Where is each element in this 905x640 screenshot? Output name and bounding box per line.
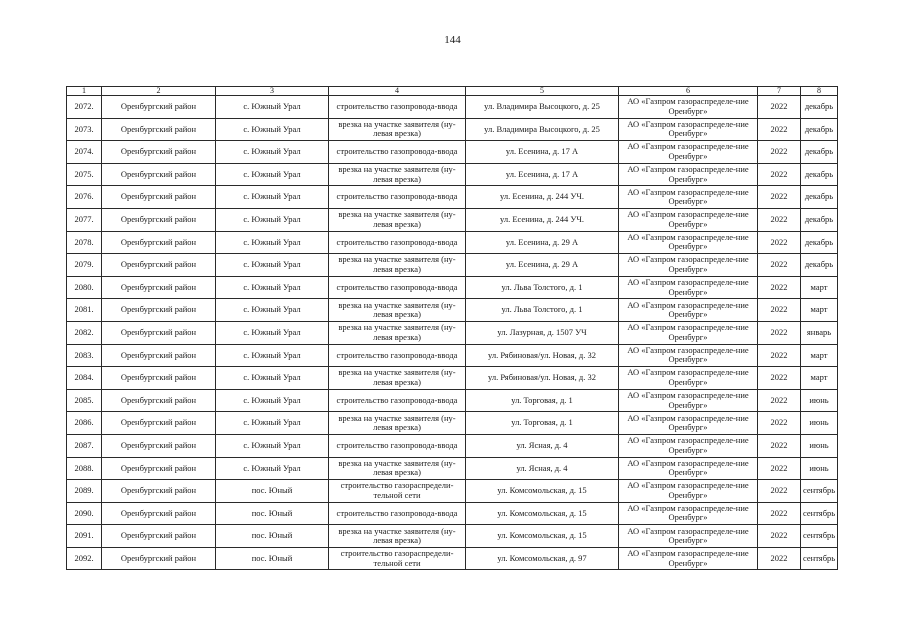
row-number: 2091. bbox=[67, 525, 102, 548]
year-cell: 2022 bbox=[758, 367, 801, 390]
address-cell: ул. Есенина, д. 244 УЧ. bbox=[466, 208, 619, 231]
row-number: 2085. bbox=[67, 389, 102, 412]
settlement-cell: с. Южный Урал bbox=[216, 254, 329, 277]
table-row bbox=[67, 502, 838, 525]
settlement-cell: с. Южный Урал bbox=[216, 163, 329, 186]
month-cell: сентябрь bbox=[801, 525, 838, 548]
address-cell: ул. Есенина, д. 17 А bbox=[466, 141, 619, 164]
work-type-cell: строительство газопровода-ввода bbox=[329, 276, 466, 299]
year-cell: 2022 bbox=[758, 208, 801, 231]
work-type-cell: врезка на участке заявителя (ну-левая врезка) bbox=[329, 118, 466, 141]
year-cell: 2022 bbox=[758, 480, 801, 503]
month-cell: декабрь bbox=[801, 254, 838, 277]
district-cell: Оренбургский район bbox=[102, 344, 216, 367]
district-cell: Оренбургский район bbox=[102, 254, 216, 277]
year-cell: 2022 bbox=[758, 254, 801, 277]
year-cell: 2022 bbox=[758, 525, 801, 548]
year-cell: 2022 bbox=[758, 434, 801, 457]
row-number: 2074. bbox=[67, 141, 102, 164]
row-number: 2081. bbox=[67, 299, 102, 322]
row-number: 2082. bbox=[67, 321, 102, 344]
month-cell: март bbox=[801, 367, 838, 390]
month-cell: сентябрь bbox=[801, 480, 838, 503]
table-row bbox=[67, 186, 838, 209]
organization-cell: АО «Газпром газораспределе-ние Оренбург» bbox=[619, 389, 758, 412]
column-header: 1 bbox=[67, 87, 102, 96]
district-cell: Оренбургский район bbox=[102, 525, 216, 548]
district-cell: Оренбургский район bbox=[102, 434, 216, 457]
work-type-cell: строительство газопровода-ввода bbox=[329, 186, 466, 209]
table-row bbox=[67, 163, 838, 186]
year-cell: 2022 bbox=[758, 547, 801, 570]
work-type-cell: строительство газопровода-ввода bbox=[329, 231, 466, 254]
address-cell: ул. Льва Толстого, д. 1 bbox=[466, 276, 619, 299]
organization-cell: АО «Газпром газораспределе-ние Оренбург» bbox=[619, 457, 758, 480]
district-cell: Оренбургский район bbox=[102, 276, 216, 299]
district-cell: Оренбургский район bbox=[102, 96, 216, 119]
organization-cell: АО «Газпром газораспределе-ние Оренбург» bbox=[619, 254, 758, 277]
table-row bbox=[67, 412, 838, 435]
settlement-cell: пос. Юный bbox=[216, 502, 329, 525]
settlement-cell: с. Южный Урал bbox=[216, 344, 329, 367]
table-row bbox=[67, 434, 838, 457]
column-header: 3 bbox=[216, 87, 329, 96]
settlement-cell: с. Южный Урал bbox=[216, 299, 329, 322]
organization-cell: АО «Газпром газораспределе-ние Оренбург» bbox=[619, 118, 758, 141]
district-cell: Оренбургский район bbox=[102, 118, 216, 141]
year-cell: 2022 bbox=[758, 141, 801, 164]
month-cell: сентябрь bbox=[801, 502, 838, 525]
address-cell: ул. Рябиновая/ул. Новая, д. 32 bbox=[466, 344, 619, 367]
work-type-cell: строительство газопровода-ввода bbox=[329, 389, 466, 412]
address-cell: ул. Есенина, д. 29 А bbox=[466, 231, 619, 254]
settlement-cell: с. Южный Урал bbox=[216, 412, 329, 435]
row-number: 2076. bbox=[67, 186, 102, 209]
table-row bbox=[67, 231, 838, 254]
district-cell: Оренбургский район bbox=[102, 141, 216, 164]
row-number: 2077. bbox=[67, 208, 102, 231]
district-cell: Оренбургский район bbox=[102, 389, 216, 412]
table-body bbox=[67, 87, 838, 570]
table-row bbox=[67, 480, 838, 503]
month-cell: сентябрь bbox=[801, 547, 838, 570]
month-cell: декабрь bbox=[801, 231, 838, 254]
year-cell: 2022 bbox=[758, 412, 801, 435]
district-cell: Оренбургский район bbox=[102, 186, 216, 209]
organization-cell: АО «Газпром газораспределе-ние Оренбург» bbox=[619, 299, 758, 322]
organization-cell: АО «Газпром газораспределе-ние Оренбург» bbox=[619, 434, 758, 457]
organization-cell: АО «Газпром газораспределе-ние Оренбург» bbox=[619, 208, 758, 231]
district-cell: Оренбургский район bbox=[102, 208, 216, 231]
month-cell: декабрь bbox=[801, 141, 838, 164]
organization-cell: АО «Газпром газораспределе-ние Оренбург» bbox=[619, 321, 758, 344]
row-number: 2092. bbox=[67, 547, 102, 570]
row-number: 2083. bbox=[67, 344, 102, 367]
district-cell: Оренбургский район bbox=[102, 502, 216, 525]
work-type-cell: врезка на участке заявителя (ну-левая врезка) bbox=[329, 457, 466, 480]
column-header: 2 bbox=[102, 87, 216, 96]
row-number: 2088. bbox=[67, 457, 102, 480]
organization-cell: АО «Газпром газораспределе-ние Оренбург» bbox=[619, 412, 758, 435]
work-type-cell: строительство газопровода-ввода bbox=[329, 344, 466, 367]
month-cell: июнь bbox=[801, 457, 838, 480]
organization-cell: АО «Газпром газораспределе-ние Оренбург» bbox=[619, 96, 758, 119]
organization-cell: АО «Газпром газораспределе-ние Оренбург» bbox=[619, 547, 758, 570]
address-cell: ул. Комсомольская, д. 15 bbox=[466, 502, 619, 525]
organization-cell: АО «Газпром газораспределе-ние Оренбург» bbox=[619, 276, 758, 299]
settlement-cell: пос. Юный bbox=[216, 480, 329, 503]
year-cell: 2022 bbox=[758, 457, 801, 480]
row-number: 2084. bbox=[67, 367, 102, 390]
row-number: 2079. bbox=[67, 254, 102, 277]
settlement-cell: пос. Юный bbox=[216, 525, 329, 548]
settlement-cell: пос. Юный bbox=[216, 547, 329, 570]
table-row bbox=[67, 254, 838, 277]
settlement-cell: с. Южный Урал bbox=[216, 367, 329, 390]
month-cell: декабрь bbox=[801, 96, 838, 119]
address-cell: ул. Лазурная, д. 1507 УЧ bbox=[466, 321, 619, 344]
row-number: 2086. bbox=[67, 412, 102, 435]
month-cell: январь bbox=[801, 321, 838, 344]
organization-cell: АО «Газпром газораспределе-ние Оренбург» bbox=[619, 480, 758, 503]
district-cell: Оренбургский район bbox=[102, 299, 216, 322]
table-row bbox=[67, 344, 838, 367]
district-cell: Оренбургский район bbox=[102, 367, 216, 390]
organization-cell: АО «Газпром газораспределе-ние Оренбург» bbox=[619, 141, 758, 164]
settlement-cell: с. Южный Урал bbox=[216, 389, 329, 412]
gas-works-table bbox=[66, 86, 838, 570]
address-cell: ул. Владимира Высоцкого, д. 25 bbox=[466, 118, 619, 141]
year-cell: 2022 bbox=[758, 163, 801, 186]
row-number: 2073. bbox=[67, 118, 102, 141]
work-type-cell: врезка на участке заявителя (ну-левая врезка) bbox=[329, 321, 466, 344]
settlement-cell: с. Южный Урал bbox=[216, 186, 329, 209]
work-type-cell: строительство газопровода-ввода bbox=[329, 502, 466, 525]
organization-cell: АО «Газпром газораспределе-ние Оренбург» bbox=[619, 367, 758, 390]
settlement-cell: с. Южный Урал bbox=[216, 141, 329, 164]
organization-cell: АО «Газпром газораспределе-ние Оренбург» bbox=[619, 525, 758, 548]
year-cell: 2022 bbox=[758, 299, 801, 322]
address-cell: ул. Есенина, д. 29 А bbox=[466, 254, 619, 277]
row-number: 2090. bbox=[67, 502, 102, 525]
month-cell: декабрь bbox=[801, 118, 838, 141]
year-cell: 2022 bbox=[758, 276, 801, 299]
work-type-cell: врезка на участке заявителя (ну-левая врезка) bbox=[329, 208, 466, 231]
address-cell: ул. Комсомольская, д. 15 bbox=[466, 525, 619, 548]
address-cell: ул. Рябиновая/ул. Новая, д. 32 bbox=[466, 367, 619, 390]
year-cell: 2022 bbox=[758, 502, 801, 525]
year-cell: 2022 bbox=[758, 344, 801, 367]
district-cell: Оренбургский район bbox=[102, 163, 216, 186]
column-number-row bbox=[67, 87, 838, 96]
row-number: 2087. bbox=[67, 434, 102, 457]
address-cell: ул. Льва Толстого, д. 1 bbox=[466, 299, 619, 322]
district-cell: Оренбургский район bbox=[102, 412, 216, 435]
column-header: 8 bbox=[801, 87, 838, 96]
work-type-cell: врезка на участке заявителя (ну-левая врезка) bbox=[329, 299, 466, 322]
table-row bbox=[67, 321, 838, 344]
work-type-cell: строительство газораспредели-тельной сети bbox=[329, 480, 466, 503]
row-number: 2075. bbox=[67, 163, 102, 186]
column-header: 5 bbox=[466, 87, 619, 96]
row-number: 2089. bbox=[67, 480, 102, 503]
district-cell: Оренбургский район bbox=[102, 321, 216, 344]
row-number: 2078. bbox=[67, 231, 102, 254]
table-row bbox=[67, 96, 838, 119]
table-row bbox=[67, 141, 838, 164]
organization-cell: АО «Газпром газораспределе-ние Оренбург» bbox=[619, 163, 758, 186]
address-cell: ул. Комсомольская, д. 97 bbox=[466, 547, 619, 570]
column-header: 6 bbox=[619, 87, 758, 96]
table-row bbox=[67, 299, 838, 322]
address-cell: ул. Ясная, д. 4 bbox=[466, 434, 619, 457]
work-type-cell: врезка на участке заявителя (ну-левая врезка) bbox=[329, 412, 466, 435]
work-type-cell: строительство газопровода-ввода bbox=[329, 434, 466, 457]
column-header: 7 bbox=[758, 87, 801, 96]
column-header: 4 bbox=[329, 87, 466, 96]
settlement-cell: с. Южный Урал bbox=[216, 96, 329, 119]
settlement-cell: с. Южный Урал bbox=[216, 457, 329, 480]
table-row bbox=[67, 389, 838, 412]
work-type-cell: строительство газораспредели-тельной сети bbox=[329, 547, 466, 570]
year-cell: 2022 bbox=[758, 389, 801, 412]
table-row bbox=[67, 547, 838, 570]
month-cell: декабрь bbox=[801, 208, 838, 231]
settlement-cell: с. Южный Урал bbox=[216, 208, 329, 231]
organization-cell: АО «Газпром газораспределе-ние Оренбург» bbox=[619, 231, 758, 254]
month-cell: март bbox=[801, 299, 838, 322]
month-cell: март bbox=[801, 276, 838, 299]
address-cell: ул. Владимира Высоцкого, д. 25 bbox=[466, 96, 619, 119]
work-type-cell: строительство газопровода-ввода bbox=[329, 96, 466, 119]
organization-cell: АО «Газпром газораспределе-ние Оренбург» bbox=[619, 344, 758, 367]
month-cell: декабрь bbox=[801, 186, 838, 209]
table-row bbox=[67, 208, 838, 231]
settlement-cell: с. Южный Урал bbox=[216, 231, 329, 254]
table-row bbox=[67, 367, 838, 390]
month-cell: июнь bbox=[801, 412, 838, 435]
settlement-cell: с. Южный Урал bbox=[216, 118, 329, 141]
address-cell: ул. Торговая, д. 1 bbox=[466, 412, 619, 435]
address-cell: ул. Есенина, д. 244 УЧ. bbox=[466, 186, 619, 209]
table-row bbox=[67, 457, 838, 480]
settlement-cell: с. Южный Урал bbox=[216, 434, 329, 457]
address-cell: ул. Ясная, д. 4 bbox=[466, 457, 619, 480]
settlement-cell: с. Южный Урал bbox=[216, 321, 329, 344]
district-cell: Оренбургский район bbox=[102, 457, 216, 480]
year-cell: 2022 bbox=[758, 118, 801, 141]
month-cell: декабрь bbox=[801, 163, 838, 186]
work-type-cell: врезка на участке заявителя (ну-левая врезка) bbox=[329, 254, 466, 277]
year-cell: 2022 bbox=[758, 96, 801, 119]
address-cell: ул. Комсомольская, д. 15 bbox=[466, 480, 619, 503]
address-cell: ул. Торговая, д. 1 bbox=[466, 389, 619, 412]
district-cell: Оренбургский район bbox=[102, 480, 216, 503]
table-row bbox=[67, 525, 838, 548]
table-row bbox=[67, 276, 838, 299]
month-cell: июнь bbox=[801, 434, 838, 457]
work-type-cell: врезка на участке заявителя (ну-левая врезка) bbox=[329, 367, 466, 390]
page-number: 144 bbox=[444, 34, 461, 46]
organization-cell: АО «Газпром газораспределе-ние Оренбург» bbox=[619, 502, 758, 525]
district-cell: Оренбургский район bbox=[102, 231, 216, 254]
row-number: 2080. bbox=[67, 276, 102, 299]
work-type-cell: строительство газопровода-ввода bbox=[329, 141, 466, 164]
year-cell: 2022 bbox=[758, 186, 801, 209]
row-number: 2072. bbox=[67, 96, 102, 119]
address-cell: ул. Есенина, д. 17 А bbox=[466, 163, 619, 186]
work-type-cell: врезка на участке заявителя (ну-левая врезка) bbox=[329, 163, 466, 186]
district-cell: Оренбургский район bbox=[102, 547, 216, 570]
settlement-cell: с. Южный Урал bbox=[216, 276, 329, 299]
table-row bbox=[67, 118, 838, 141]
organization-cell: АО «Газпром газораспределе-ние Оренбург» bbox=[619, 186, 758, 209]
month-cell: июнь bbox=[801, 389, 838, 412]
year-cell: 2022 bbox=[758, 321, 801, 344]
month-cell: март bbox=[801, 344, 838, 367]
work-type-cell: врезка на участке заявителя (ну-левая врезка) bbox=[329, 525, 466, 548]
year-cell: 2022 bbox=[758, 231, 801, 254]
